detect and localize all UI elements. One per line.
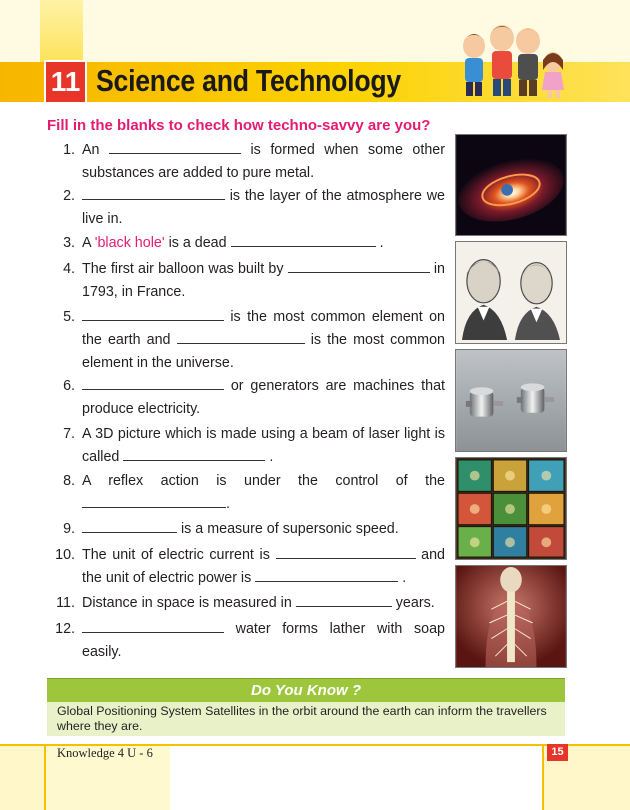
spinal-cord-photo (455, 565, 567, 668)
question-number: 9. (63, 521, 75, 537)
question-2: 2. is the layer of the atmosphere we live in. (45, 185, 445, 231)
question-10: 10. The unit of electric current is and the unit of electric power is . (45, 544, 445, 590)
answer-blank[interactable] (82, 520, 177, 533)
hologram-photo (455, 457, 567, 560)
answer-blank[interactable] (123, 448, 265, 461)
header-glow-strip (40, 0, 83, 62)
question-8: 8. A reflex action is under the control of the . (45, 470, 445, 516)
question-number: 8. (63, 473, 75, 489)
balloon-inventors-portrait (455, 241, 567, 344)
question-number: 7. (63, 426, 75, 442)
chapter-title: Science and Technology (96, 63, 401, 98)
question-9: 9. is a measure of supersonic speed. (45, 518, 445, 541)
page-number: 15 (547, 744, 568, 761)
question-number: 4. (63, 261, 75, 277)
answer-blank[interactable] (82, 308, 224, 321)
question-6: 6. or generators are machines that produce electricity. (45, 375, 445, 421)
answer-blank[interactable] (82, 620, 224, 633)
footer-center-panel (170, 744, 544, 810)
answer-blank[interactable] (231, 234, 376, 247)
did-you-know-title: Do You Know ? (47, 678, 565, 703)
question-number: 5. (63, 309, 75, 325)
answer-blank[interactable] (288, 260, 430, 273)
question-number: 3. (63, 235, 75, 251)
question-3: 3. A 'black hole' is a dead . (45, 232, 445, 255)
question-4: 4. The first air balloon was built by in 1793, in France. (45, 258, 445, 304)
answer-blank[interactable] (109, 141, 241, 154)
answer-blank[interactable] (296, 594, 392, 607)
question-number: 6. (63, 378, 75, 394)
question-number: 10. (55, 547, 75, 563)
book-title: Knowledge 4 U - 6 (57, 746, 153, 760)
question-11: 11. Distance in space is measured in years. (45, 592, 445, 615)
question-number: 2. (63, 188, 75, 204)
question-12: 12. water forms lather with soap easily. (45, 618, 445, 664)
question-number: 12. (55, 621, 75, 637)
generator-photo (455, 349, 567, 452)
question-number: 11. (56, 595, 75, 611)
question-5: 5. is the most common element on the earth and is the most common element in the universe. (45, 306, 445, 375)
answer-blank[interactable] (82, 377, 224, 390)
chapter-number: 11 (44, 60, 87, 104)
answer-blank[interactable] (82, 495, 226, 508)
black-hole-photo (455, 134, 567, 236)
question-1: 1. An is formed when some other substances are added to pure metal. (45, 139, 445, 185)
instruction-heading: Fill in the blanks to check how techno-savvy are you? (47, 117, 431, 134)
answer-blank[interactable] (276, 546, 416, 559)
answer-blank[interactable] (82, 187, 225, 200)
question-number: 1. (63, 142, 75, 158)
kids-illustration (452, 16, 567, 100)
question-7: 7. A 3D picture which is made using a beam of laser light is called . (45, 423, 445, 469)
answer-blank[interactable] (177, 331, 305, 344)
answer-blank[interactable] (255, 569, 398, 582)
did-you-know-text: Global Positioning System Satellites in the orbit around the earth can inform the travellers where they are. (47, 702, 565, 736)
